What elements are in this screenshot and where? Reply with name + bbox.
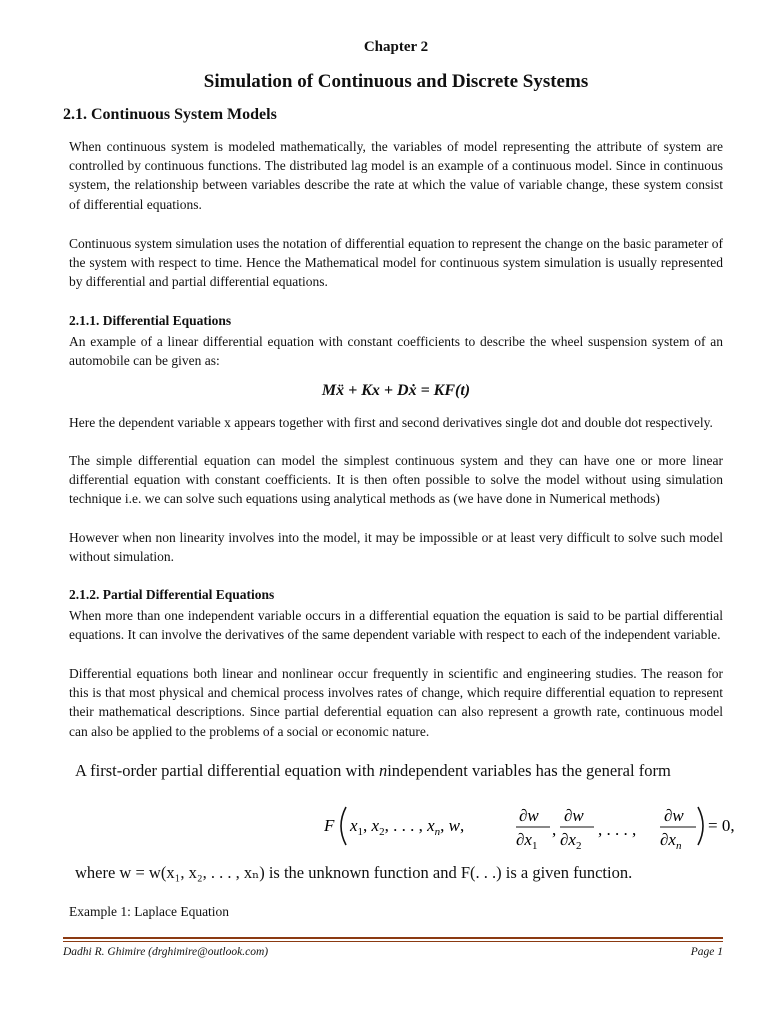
paragraph: However when non linearity involves into the model, it may be impossible or at least very difficult to solve such model without simulation. — [69, 530, 723, 565]
svg-text:∂x2: $\partial x_2$ — [560, 830, 582, 852]
differential-equation: Mẍ + Kx + Dẋ = KF(t) — [321, 382, 471, 399]
footer-page-number: Page 1 — [690, 946, 723, 958]
paragraph: Continuous system simulation uses the notation of differential equation to represent the change on the basic parameter of the system with respect to time. Hence the Mathematical model for continuous system simulation is usually represented by differential and partial differential equations. — [69, 236, 723, 290]
chapter-label: Chapter 2 — [363, 39, 429, 55]
section-heading-2-1-1: 2.1.1. Differential Equations — [69, 313, 232, 328]
svg-text:∂w: ∂w — [664, 806, 684, 825]
paragraph: When more than one independent variable occurs in a differential equation the equation is said to be partial differential equations. It can involve the derivatives of the same dependent variable with respect to each of the independent variable. — [69, 608, 723, 643]
svg-text:F: F — [324, 816, 335, 835]
pde-general-form-equation — [324, 797, 744, 853]
paragraph: The simple differential equation can model the simplest continuous system and they can have one or more linear differential equation with constant coefficients. It is then often possible to solve the model without using simulation technique i.e. we can solve such equations using analytical methods as (we have done in Numerical methods) — [69, 453, 723, 507]
example-label: Example 1: Laplace Equation — [69, 904, 230, 919]
svg-text:∂w: ∂w — [519, 806, 539, 825]
svg-text:,: , — [552, 820, 557, 839]
svg-text:∂x1: $\partial x_1$ — [516, 830, 538, 852]
section-heading-2-1-2: 2.1.2. Partial Differential Equations — [69, 587, 275, 602]
svg-text:= 0,: = 0, — [708, 816, 735, 835]
paragraph: When continuous system is modeled mathematically, the variables of model representing the attribute of system are controlled by continuous functions. The distributed lag model is an example of a continuous model. Since in continuous system, the relationship between variables describe the rate at which the value of variable change, these system consist of differential equations. — [69, 139, 723, 212]
pde-intro-text: A first-order partial differential equation with nindependent variables has the general form — [75, 761, 671, 780]
footer-rule — [63, 937, 723, 939]
pde-where-text: where w = w(x₁, x₂, . . . , xₙ) is the unknown function and F(. . .) is a given function. — [75, 863, 633, 882]
svg-text:, . . . ,: , . . . , — [598, 820, 637, 839]
footer-rule — [63, 941, 723, 942]
paragraph: Here the dependent variable x appears together with first and second derivatives single dot and double dot respectively. — [69, 415, 713, 430]
svg-text:∂w: ∂w — [564, 806, 584, 825]
paragraph: An example of a linear differential equation with constant coefficients to describe the wheel suspension system of an automobile can be given as: — [69, 334, 723, 369]
chapter-title: Simulation of Continuous and Discrete Systems — [203, 71, 589, 92]
section-heading-2-1: 2.1. Continuous System Models — [63, 106, 277, 123]
svg-text:x1, x2, . . . , xn, w,: $x_1$, $x_2$, . . . , $x_n$, w, — [350, 816, 465, 838]
footer-author: Dadhi R. Ghimire (drghimire@outlook.com) — [63, 946, 269, 958]
paragraph: Differential equations both linear and nonlinear occur frequently in scientific and engineering studies. The reason for this is that most physical and chemical process involves rates of change, which require differential equation to represent their mathematical descriptions. Since partial deferential equation can also represent a growth rate, continuous model can also be applied to the problems of a social or economic nature. — [69, 666, 723, 739]
svg-text:∂xn: $\partial x_n$ — [660, 830, 682, 852]
